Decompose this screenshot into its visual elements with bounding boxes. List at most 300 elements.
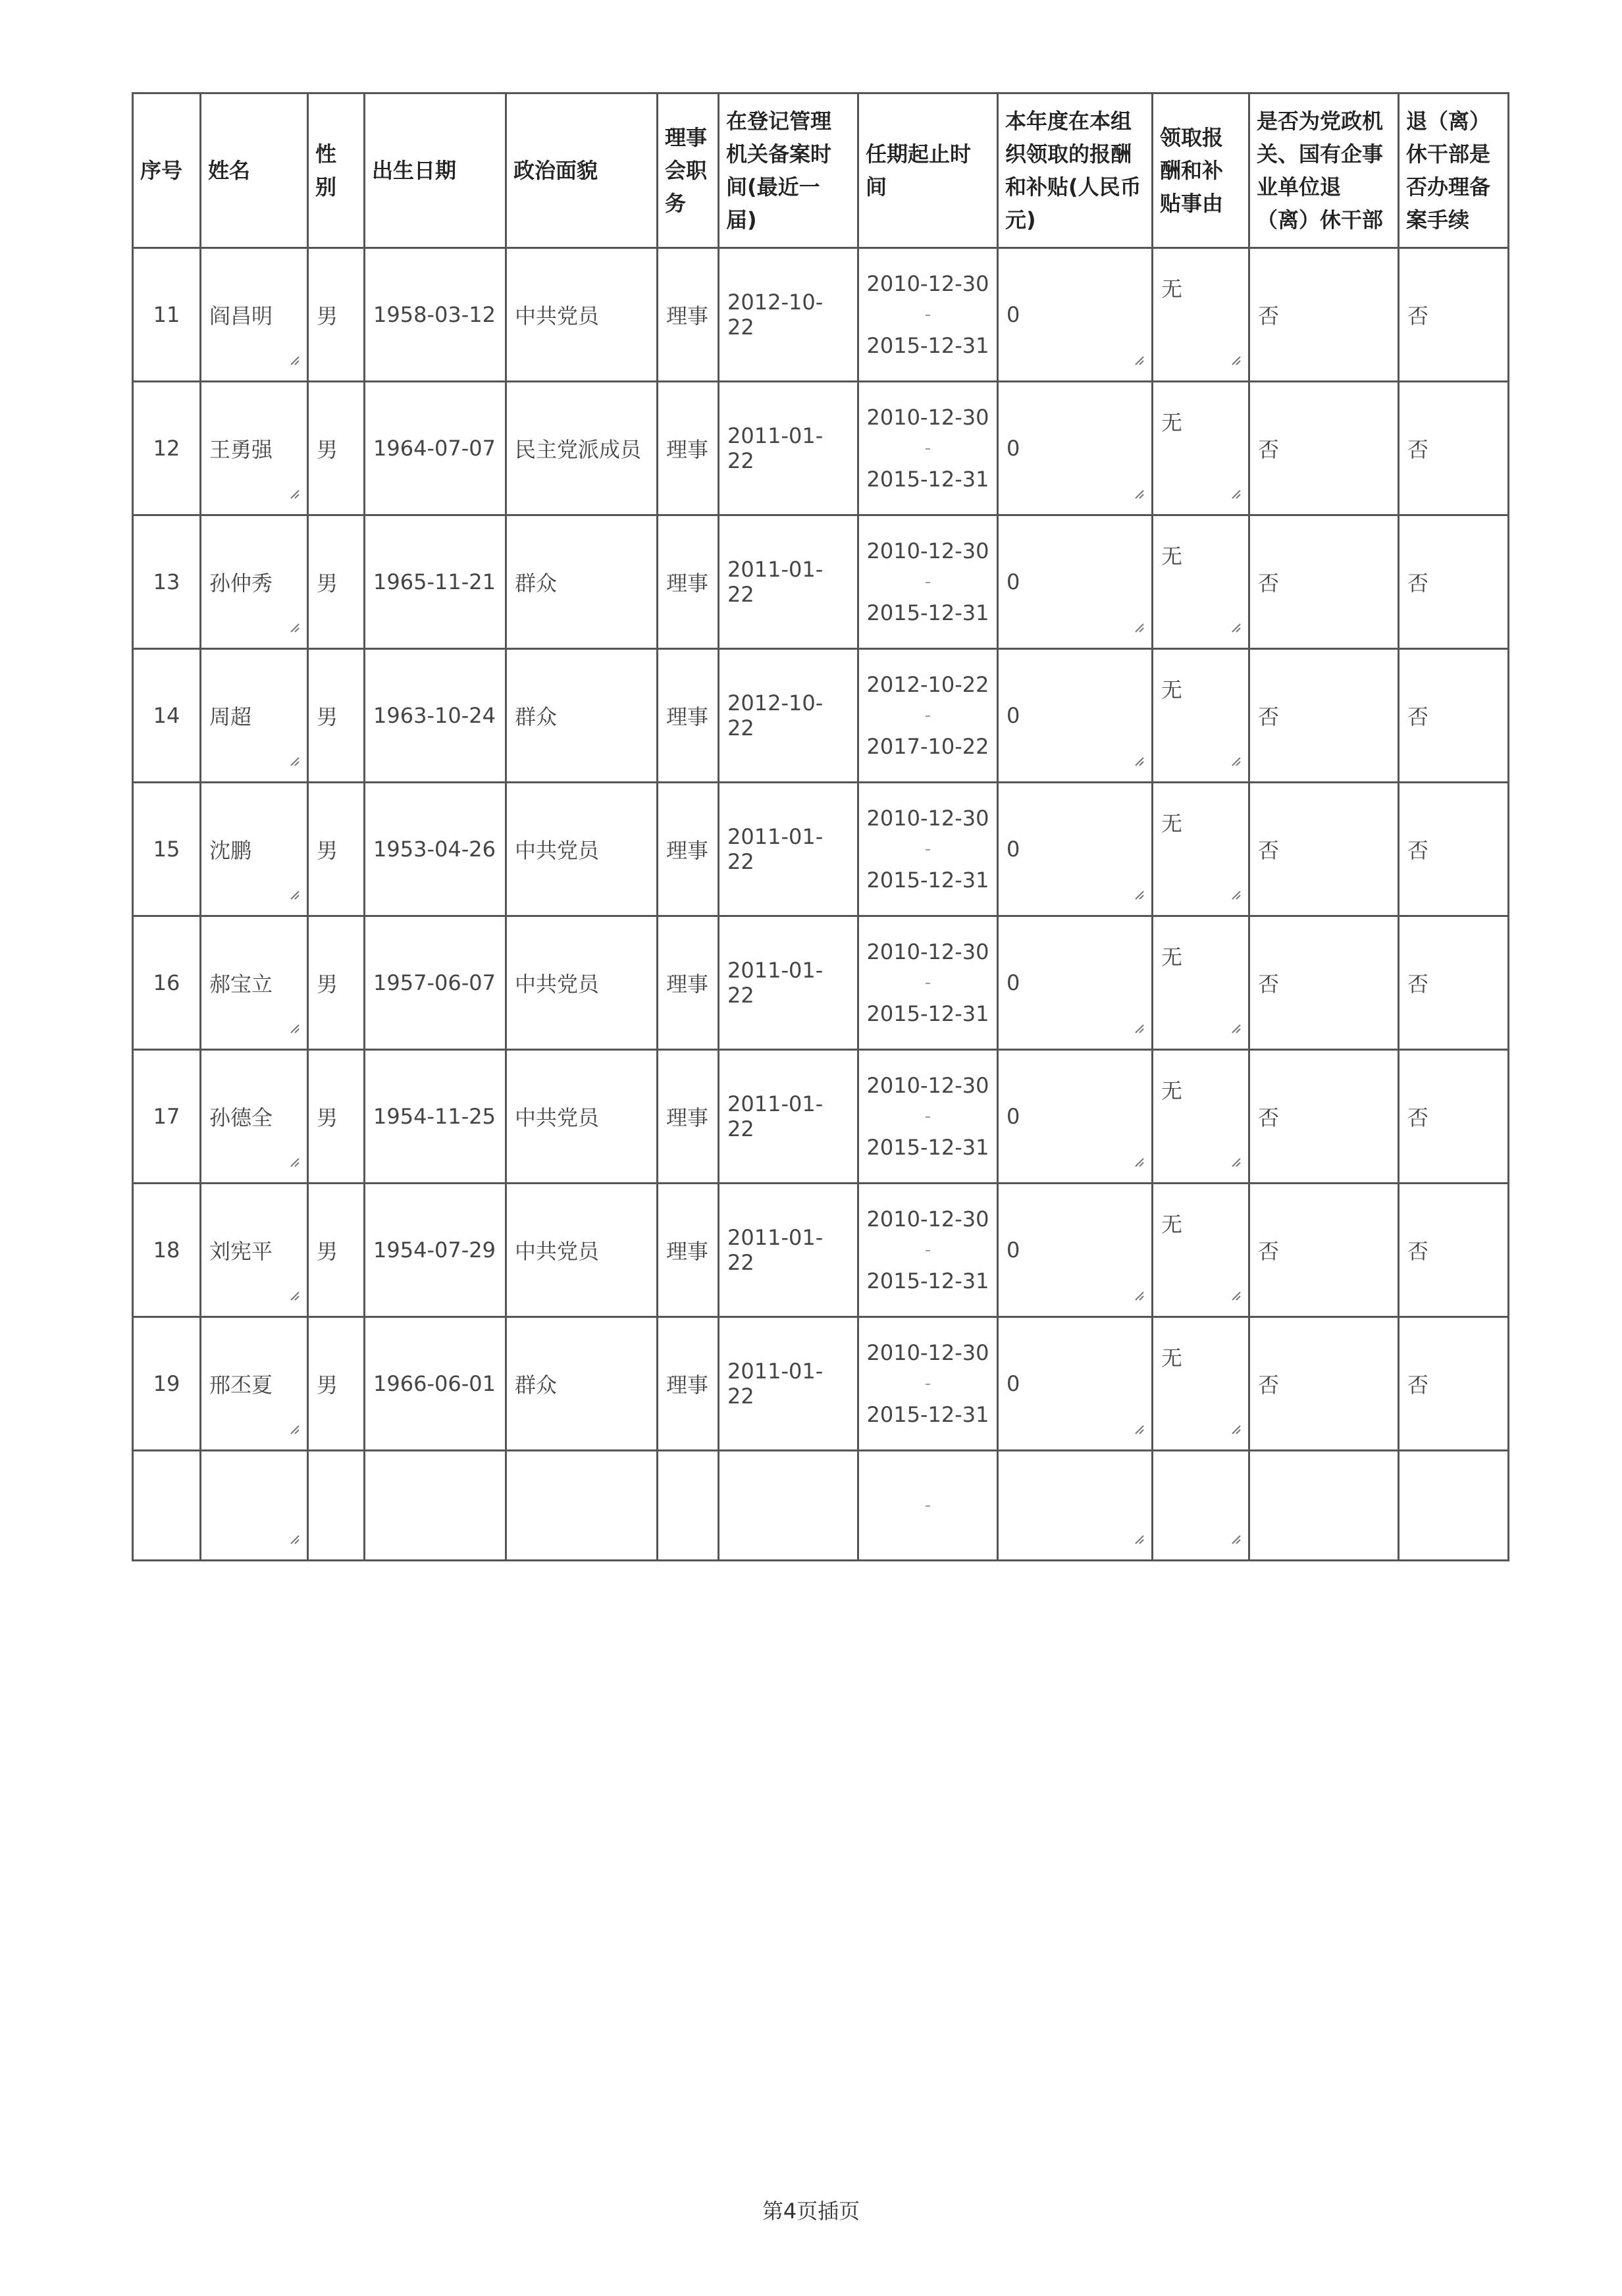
cell-compensation-value: 0 bbox=[1007, 970, 1020, 995]
cell-birth-date-value: 1965-11-21 bbox=[373, 569, 496, 594]
header-council-role: 理事会职务 bbox=[658, 93, 719, 248]
cell-seq-value: 16 bbox=[153, 970, 180, 995]
resize-handle-icon[interactable] bbox=[288, 1423, 300, 1435]
term-end-date: 2015-12-31 bbox=[866, 1402, 989, 1427]
cell-retired-filing-value: 否 bbox=[1407, 704, 1429, 729]
cell-gender-value: 男 bbox=[317, 838, 338, 863]
resize-handle-icon[interactable] bbox=[1230, 1533, 1242, 1545]
cell-political-status bbox=[506, 916, 658, 1050]
resize-handle-icon[interactable] bbox=[1230, 488, 1242, 500]
cell-political-status-value: 中共党员 bbox=[515, 303, 600, 328]
cell-gender-value: 男 bbox=[317, 437, 338, 462]
cell-compensation-reason-value: 无 bbox=[1161, 1078, 1183, 1103]
cell-is-retired-official bbox=[1249, 1317, 1399, 1451]
cell-gender bbox=[308, 1184, 365, 1317]
cell-council-role-value: 理事 bbox=[666, 1372, 709, 1397]
table-body bbox=[133, 248, 1509, 1561]
board-members-table-wrapper bbox=[132, 92, 1507, 1561]
cell-compensation-reason-value: 无 bbox=[1161, 544, 1183, 569]
cell-compensation[interactable] bbox=[998, 649, 1153, 783]
cell-council-role-value: 理事 bbox=[666, 972, 709, 997]
cell-compensation-reason-value: 无 bbox=[1161, 276, 1183, 301]
cell-council-role-value: 理事 bbox=[666, 1239, 709, 1264]
cell-seq bbox=[133, 248, 201, 382]
cell-council-role bbox=[658, 1451, 719, 1561]
cell-gender bbox=[308, 515, 365, 649]
resize-handle-icon[interactable] bbox=[288, 1022, 300, 1034]
cell-political-status bbox=[506, 783, 658, 916]
cell-filing-time-value: 2012-10-22 bbox=[727, 691, 824, 741]
term-start-date: 2010-12-30 bbox=[866, 538, 989, 563]
term-end-date: 2015-12-31 bbox=[866, 868, 989, 893]
cell-gender bbox=[308, 649, 365, 783]
cell-seq-value: 15 bbox=[153, 837, 180, 862]
resize-handle-icon[interactable] bbox=[1133, 755, 1145, 767]
cell-retired-filing-value: 否 bbox=[1407, 1372, 1429, 1397]
cell-birth-date-value: 1957-06-07 bbox=[373, 970, 496, 995]
cell-is-retired-official-value: 否 bbox=[1258, 1105, 1280, 1130]
cell-filing-time-value: 2011-01-22 bbox=[727, 423, 824, 473]
resize-handle-icon[interactable] bbox=[288, 621, 300, 633]
cell-compensation-value: 0 bbox=[1007, 436, 1020, 461]
table-row bbox=[133, 248, 1509, 382]
cell-birth-date bbox=[365, 1184, 506, 1317]
resize-handle-icon[interactable] bbox=[288, 354, 300, 366]
cell-filing-time bbox=[719, 649, 858, 783]
cell-compensation[interactable] bbox=[998, 1451, 1153, 1561]
header-birth-date: 出生日期 bbox=[365, 93, 506, 248]
cell-compensation-reason[interactable] bbox=[1153, 1050, 1249, 1184]
term-separator: - bbox=[924, 973, 931, 993]
cell-filing-time-value: 2011-01-22 bbox=[727, 557, 824, 607]
cell-filing-time bbox=[719, 1317, 858, 1451]
cell-birth-date-value: 1953-04-26 bbox=[373, 837, 496, 862]
cell-compensation-value: 0 bbox=[1007, 1104, 1020, 1129]
resize-handle-icon[interactable] bbox=[288, 1533, 300, 1545]
term-end-date: 2015-12-31 bbox=[866, 1135, 989, 1160]
cell-political-status-value: 中共党员 bbox=[515, 972, 600, 997]
cell-retired-filing bbox=[1399, 382, 1509, 515]
cell-is-retired-official bbox=[1249, 1184, 1399, 1317]
term-start-date: 2010-12-30 bbox=[866, 939, 989, 964]
cell-birth-date bbox=[365, 515, 506, 649]
cell-retired-filing bbox=[1399, 248, 1509, 382]
cell-seq-value: 11 bbox=[153, 302, 180, 327]
term-end-date: 2015-12-31 bbox=[866, 1268, 989, 1293]
cell-compensation[interactable] bbox=[998, 783, 1153, 916]
resize-handle-icon[interactable] bbox=[288, 755, 300, 767]
page-footer: 第4页插页 bbox=[762, 2199, 860, 2224]
resize-handle-icon[interactable] bbox=[1133, 1290, 1145, 1301]
cell-political-status bbox=[506, 382, 658, 515]
cell-gender-value: 男 bbox=[317, 1105, 338, 1130]
resize-handle-icon[interactable] bbox=[288, 889, 300, 900]
term-start-date: 2010-12-30 bbox=[866, 271, 989, 296]
cell-political-status bbox=[506, 1184, 658, 1317]
cell-council-role-value: 理事 bbox=[666, 571, 709, 596]
cell-gender-value: 男 bbox=[317, 1239, 338, 1264]
cell-retired-filing-value: 否 bbox=[1407, 838, 1429, 863]
cell-term-period bbox=[858, 916, 998, 1050]
cell-retired-filing bbox=[1399, 1317, 1509, 1451]
cell-birth-date bbox=[365, 382, 506, 515]
cell-seq-value: 12 bbox=[153, 436, 180, 461]
cell-compensation-reason[interactable] bbox=[1153, 1184, 1249, 1317]
cell-compensation-value: 0 bbox=[1007, 302, 1020, 327]
cell-seq bbox=[133, 1050, 201, 1184]
resize-handle-icon[interactable] bbox=[1133, 354, 1145, 366]
resize-handle-icon[interactable] bbox=[1133, 621, 1145, 633]
cell-birth-date-value: 1964-07-07 bbox=[373, 436, 496, 461]
header-compensation: 本年度在本组织领取的报酬和补贴(人民币元) bbox=[998, 93, 1153, 248]
cell-name-value: 郝宝立 bbox=[209, 972, 273, 997]
resize-handle-icon[interactable] bbox=[1230, 755, 1242, 767]
cell-is-retired-official bbox=[1249, 1050, 1399, 1184]
cell-political-status-value: 中共党员 bbox=[515, 838, 600, 863]
cell-compensation-reason-value: 无 bbox=[1161, 1212, 1183, 1237]
cell-is-retired-official bbox=[1249, 1451, 1399, 1561]
cell-political-status bbox=[506, 248, 658, 382]
cell-name[interactable] bbox=[201, 1184, 308, 1317]
cell-compensation-reason[interactable] bbox=[1153, 1317, 1249, 1451]
cell-political-status-value: 群众 bbox=[515, 704, 558, 729]
cell-compensation-reason-value: 无 bbox=[1161, 945, 1183, 970]
cell-gender bbox=[308, 1451, 365, 1561]
cell-is-retired-official-value: 否 bbox=[1258, 303, 1280, 328]
cell-council-role bbox=[658, 1184, 719, 1317]
resize-handle-icon[interactable] bbox=[1133, 1156, 1145, 1168]
table-row-empty bbox=[133, 1451, 1509, 1561]
resize-handle-icon[interactable] bbox=[1133, 1533, 1145, 1545]
term-separator: - bbox=[924, 1240, 931, 1260]
resize-handle-icon[interactable] bbox=[1230, 1022, 1242, 1034]
resize-handle-icon[interactable] bbox=[1230, 889, 1242, 900]
cell-name-value: 刘宪平 bbox=[209, 1239, 273, 1264]
table-row bbox=[133, 382, 1509, 515]
cell-birth-date bbox=[365, 1050, 506, 1184]
cell-term-period bbox=[858, 382, 998, 515]
term-end-date: 2015-12-31 bbox=[866, 1001, 989, 1026]
cell-seq-value: 14 bbox=[153, 703, 180, 728]
header-seq: 序号 bbox=[133, 93, 201, 248]
table-row bbox=[133, 649, 1509, 783]
cell-is-retired-official-value: 否 bbox=[1258, 1372, 1280, 1397]
term-separator: - bbox=[924, 438, 931, 458]
header-gender: 性别 bbox=[308, 93, 365, 248]
term-start-date: 2010-12-30 bbox=[866, 1207, 989, 1232]
cell-council-role bbox=[658, 1050, 719, 1184]
cell-birth-date bbox=[365, 1317, 506, 1451]
cell-filing-time-value: 2011-01-22 bbox=[727, 1359, 824, 1409]
cell-is-retired-official-value: 否 bbox=[1258, 704, 1280, 729]
cell-compensation-value: 0 bbox=[1007, 569, 1020, 594]
table-row bbox=[133, 783, 1509, 916]
cell-seq-value: 19 bbox=[153, 1371, 180, 1396]
cell-council-role-value: 理事 bbox=[666, 437, 709, 462]
cell-filing-time bbox=[719, 248, 858, 382]
cell-gender-value: 男 bbox=[317, 1372, 338, 1397]
header-term-period: 任期起止时间 bbox=[858, 93, 998, 248]
cell-compensation-reason[interactable] bbox=[1153, 515, 1249, 649]
term-separator: - bbox=[924, 839, 931, 859]
cell-seq bbox=[133, 649, 201, 783]
term-start-date: 2010-12-30 bbox=[866, 405, 989, 430]
cell-political-status bbox=[506, 1317, 658, 1451]
cell-name[interactable] bbox=[201, 783, 308, 916]
cell-gender-value: 男 bbox=[317, 571, 338, 596]
term-start-date: 2010-12-30 bbox=[866, 806, 989, 831]
resize-handle-icon[interactable] bbox=[1230, 354, 1242, 366]
cell-name[interactable] bbox=[201, 916, 308, 1050]
cell-is-retired-official-value: 否 bbox=[1258, 437, 1280, 462]
resize-handle-icon[interactable] bbox=[1230, 1156, 1242, 1168]
resize-handle-icon[interactable] bbox=[288, 488, 300, 500]
cell-council-role bbox=[658, 649, 719, 783]
cell-council-role-value: 理事 bbox=[666, 1105, 709, 1130]
cell-compensation-value: 0 bbox=[1007, 1238, 1020, 1263]
resize-handle-icon[interactable] bbox=[1230, 1423, 1242, 1435]
cell-seq bbox=[133, 1184, 201, 1317]
cell-retired-filing bbox=[1399, 916, 1509, 1050]
cell-seq bbox=[133, 783, 201, 916]
cell-is-retired-official bbox=[1249, 248, 1399, 382]
cell-filing-time-value: 2011-01-22 bbox=[727, 1091, 824, 1141]
cell-political-status bbox=[506, 1451, 658, 1561]
cell-filing-time bbox=[719, 916, 858, 1050]
cell-name-value: 王勇强 bbox=[209, 437, 273, 462]
cell-retired-filing bbox=[1399, 1184, 1509, 1317]
cell-name-value: 沈鹏 bbox=[209, 838, 252, 863]
cell-seq bbox=[133, 1451, 201, 1561]
cell-name[interactable] bbox=[201, 1050, 308, 1184]
cell-birth-date bbox=[365, 1451, 506, 1561]
cell-compensation-reason[interactable] bbox=[1153, 248, 1249, 382]
cell-term-period bbox=[858, 1184, 998, 1317]
cell-name-value: 周超 bbox=[209, 704, 252, 729]
cell-council-role bbox=[658, 916, 719, 1050]
cell-seq bbox=[133, 1317, 201, 1451]
cell-birth-date-value: 1966-06-01 bbox=[373, 1371, 496, 1396]
cell-birth-date-value: 1958-03-12 bbox=[373, 302, 496, 327]
cell-compensation-value: 0 bbox=[1007, 837, 1020, 862]
cell-gender bbox=[308, 783, 365, 916]
cell-council-role-value: 理事 bbox=[666, 838, 709, 863]
cell-retired-filing-value: 否 bbox=[1407, 571, 1429, 596]
cell-political-status-value: 群众 bbox=[515, 1372, 558, 1397]
table-row bbox=[133, 515, 1509, 649]
cell-retired-filing bbox=[1399, 1451, 1509, 1561]
cell-filing-time bbox=[719, 1050, 858, 1184]
cell-term-period bbox=[858, 248, 998, 382]
cell-seq bbox=[133, 515, 201, 649]
cell-retired-filing-value: 否 bbox=[1407, 1239, 1429, 1264]
cell-term-period bbox=[858, 649, 998, 783]
cell-compensation-reason[interactable] bbox=[1153, 382, 1249, 515]
cell-name[interactable] bbox=[201, 649, 308, 783]
cell-gender-value: 男 bbox=[317, 972, 338, 997]
cell-compensation-value: 0 bbox=[1007, 703, 1020, 728]
cell-compensation-reason-value: 无 bbox=[1161, 677, 1183, 702]
term-end-date: 2015-12-31 bbox=[866, 467, 989, 492]
cell-term-period bbox=[858, 1451, 998, 1561]
resize-handle-icon[interactable] bbox=[1230, 621, 1242, 633]
resize-handle-icon[interactable] bbox=[1133, 1022, 1145, 1034]
table-row bbox=[133, 1050, 1509, 1184]
cell-council-role bbox=[658, 515, 719, 649]
cell-compensation-reason[interactable] bbox=[1153, 1451, 1249, 1561]
term-separator: - bbox=[924, 305, 931, 325]
cell-political-status bbox=[506, 649, 658, 783]
resize-handle-icon[interactable] bbox=[1230, 1290, 1242, 1301]
term-end-date: 2015-12-31 bbox=[866, 333, 989, 358]
cell-filing-time-value: 2011-01-22 bbox=[727, 958, 824, 1008]
cell-name-value: 孙仲秀 bbox=[209, 571, 273, 596]
table-header-row bbox=[133, 93, 1509, 248]
cell-filing-time bbox=[719, 1451, 858, 1561]
table-row bbox=[133, 1184, 1509, 1317]
cell-seq bbox=[133, 382, 201, 515]
cell-filing-time bbox=[719, 382, 858, 515]
cell-gender bbox=[308, 1050, 365, 1184]
cell-compensation-reason-value: 无 bbox=[1161, 410, 1183, 435]
cell-is-retired-official-value: 否 bbox=[1258, 571, 1280, 596]
cell-council-role bbox=[658, 382, 719, 515]
cell-retired-filing-value: 否 bbox=[1407, 972, 1429, 997]
cell-compensation-reason[interactable] bbox=[1153, 649, 1249, 783]
cell-is-retired-official-value: 否 bbox=[1258, 972, 1280, 997]
cell-birth-date-value: 1954-11-25 bbox=[373, 1104, 496, 1129]
cell-seq bbox=[133, 916, 201, 1050]
resize-handle-icon[interactable] bbox=[1133, 488, 1145, 500]
term-start-date: 2010-12-30 bbox=[866, 1073, 989, 1098]
term-separator: - bbox=[924, 1107, 931, 1126]
cell-seq-value: 17 bbox=[153, 1104, 180, 1129]
cell-seq-value: 18 bbox=[153, 1238, 180, 1263]
resize-handle-icon[interactable] bbox=[1133, 889, 1145, 900]
resize-handle-icon[interactable] bbox=[288, 1290, 300, 1301]
cell-birth-date bbox=[365, 649, 506, 783]
cell-term-period bbox=[858, 515, 998, 649]
cell-compensation[interactable] bbox=[998, 248, 1153, 382]
header-name: 姓名 bbox=[201, 93, 308, 248]
cell-name[interactable] bbox=[201, 382, 308, 515]
cell-filing-time-value: 2011-01-22 bbox=[727, 824, 824, 874]
cell-retired-filing bbox=[1399, 783, 1509, 916]
term-separator: - bbox=[924, 1496, 931, 1515]
cell-term-period bbox=[858, 783, 998, 916]
term-start-date: 2012-10-22 bbox=[866, 672, 989, 697]
cell-compensation[interactable] bbox=[998, 515, 1153, 649]
table-row bbox=[133, 1317, 1509, 1451]
cell-gender-value: 男 bbox=[317, 704, 338, 729]
cell-name[interactable] bbox=[201, 248, 308, 382]
cell-birth-date-value: 1954-07-29 bbox=[373, 1238, 496, 1263]
cell-compensation[interactable] bbox=[998, 1184, 1153, 1317]
header-compensation-reason: 领取报酬和补贴事由 bbox=[1153, 93, 1249, 248]
cell-birth-date bbox=[365, 248, 506, 382]
cell-council-role bbox=[658, 783, 719, 916]
cell-is-retired-official bbox=[1249, 783, 1399, 916]
cell-is-retired-official bbox=[1249, 515, 1399, 649]
cell-gender bbox=[308, 248, 365, 382]
cell-retired-filing bbox=[1399, 515, 1509, 649]
term-end-date: 2015-12-31 bbox=[866, 600, 989, 625]
cell-compensation-reason-value: 无 bbox=[1161, 1345, 1183, 1370]
cell-name-value: 孙德全 bbox=[209, 1105, 273, 1130]
cell-political-status-value: 中共党员 bbox=[515, 1239, 600, 1264]
cell-seq-value: 13 bbox=[153, 569, 180, 594]
header-political-status: 政治面貌 bbox=[506, 93, 658, 248]
cell-political-status bbox=[506, 515, 658, 649]
term-start-date: 2010-12-30 bbox=[866, 1340, 989, 1365]
cell-council-role bbox=[658, 248, 719, 382]
cell-political-status-value: 群众 bbox=[515, 571, 558, 596]
term-separator: - bbox=[924, 706, 931, 725]
table-row bbox=[133, 916, 1509, 1050]
cell-compensation-value: 0 bbox=[1007, 1371, 1020, 1396]
cell-birth-date bbox=[365, 783, 506, 916]
cell-filing-time bbox=[719, 783, 858, 916]
cell-political-status-value: 民主党派成员 bbox=[515, 437, 642, 462]
cell-compensation[interactable] bbox=[998, 1317, 1153, 1451]
header-is-retired-official: 是否为党政机关、国有企事业单位退（离）休干部 bbox=[1249, 93, 1399, 248]
cell-name-value: 邢丕夏 bbox=[209, 1372, 273, 1397]
term-separator: - bbox=[924, 572, 931, 592]
board-members-table bbox=[132, 92, 1509, 1561]
cell-is-retired-official-value: 否 bbox=[1258, 838, 1280, 863]
cell-retired-filing-value: 否 bbox=[1407, 1105, 1429, 1130]
term-end-date: 2017-10-22 bbox=[866, 734, 989, 759]
resize-handle-icon[interactable] bbox=[1133, 1423, 1145, 1435]
header-filing-time: 在登记管理机关备案时间(最近一届) bbox=[719, 93, 858, 248]
cell-council-role-value: 理事 bbox=[666, 303, 709, 328]
cell-compensation[interactable] bbox=[998, 916, 1153, 1050]
cell-name[interactable] bbox=[201, 1317, 308, 1451]
cell-compensation-reason[interactable] bbox=[1153, 783, 1249, 916]
cell-gender bbox=[308, 382, 365, 515]
cell-council-role bbox=[658, 1317, 719, 1451]
cell-is-retired-official bbox=[1249, 382, 1399, 515]
cell-council-role-value: 理事 bbox=[666, 704, 709, 729]
cell-term-period bbox=[858, 1317, 998, 1451]
cell-retired-filing bbox=[1399, 1050, 1509, 1184]
cell-birth-date-value: 1963-10-24 bbox=[373, 703, 496, 728]
cell-retired-filing-value: 否 bbox=[1407, 303, 1429, 328]
cell-filing-time-value: 2012-10-22 bbox=[727, 290, 824, 340]
cell-filing-time-value: 2011-01-22 bbox=[727, 1225, 824, 1275]
cell-compensation[interactable] bbox=[998, 382, 1153, 515]
cell-compensation-reason-value: 无 bbox=[1161, 811, 1183, 836]
cell-compensation[interactable] bbox=[998, 1050, 1153, 1184]
cell-retired-filing-value: 否 bbox=[1407, 437, 1429, 462]
cell-name-value: 阎昌明 bbox=[209, 303, 273, 328]
cell-filing-time bbox=[719, 1184, 858, 1317]
cell-is-retired-official bbox=[1249, 916, 1399, 1050]
cell-name[interactable] bbox=[201, 1451, 308, 1561]
cell-name[interactable] bbox=[201, 515, 308, 649]
cell-political-status-value: 中共党员 bbox=[515, 1105, 600, 1130]
resize-handle-icon[interactable] bbox=[288, 1156, 300, 1168]
cell-is-retired-official-value: 否 bbox=[1258, 1239, 1280, 1264]
cell-gender bbox=[308, 916, 365, 1050]
cell-gender-value: 男 bbox=[317, 303, 338, 328]
cell-political-status bbox=[506, 1050, 658, 1184]
cell-filing-time bbox=[719, 515, 858, 649]
cell-retired-filing bbox=[1399, 649, 1509, 783]
cell-compensation-reason[interactable] bbox=[1153, 916, 1249, 1050]
cell-birth-date bbox=[365, 916, 506, 1050]
cell-is-retired-official bbox=[1249, 649, 1399, 783]
